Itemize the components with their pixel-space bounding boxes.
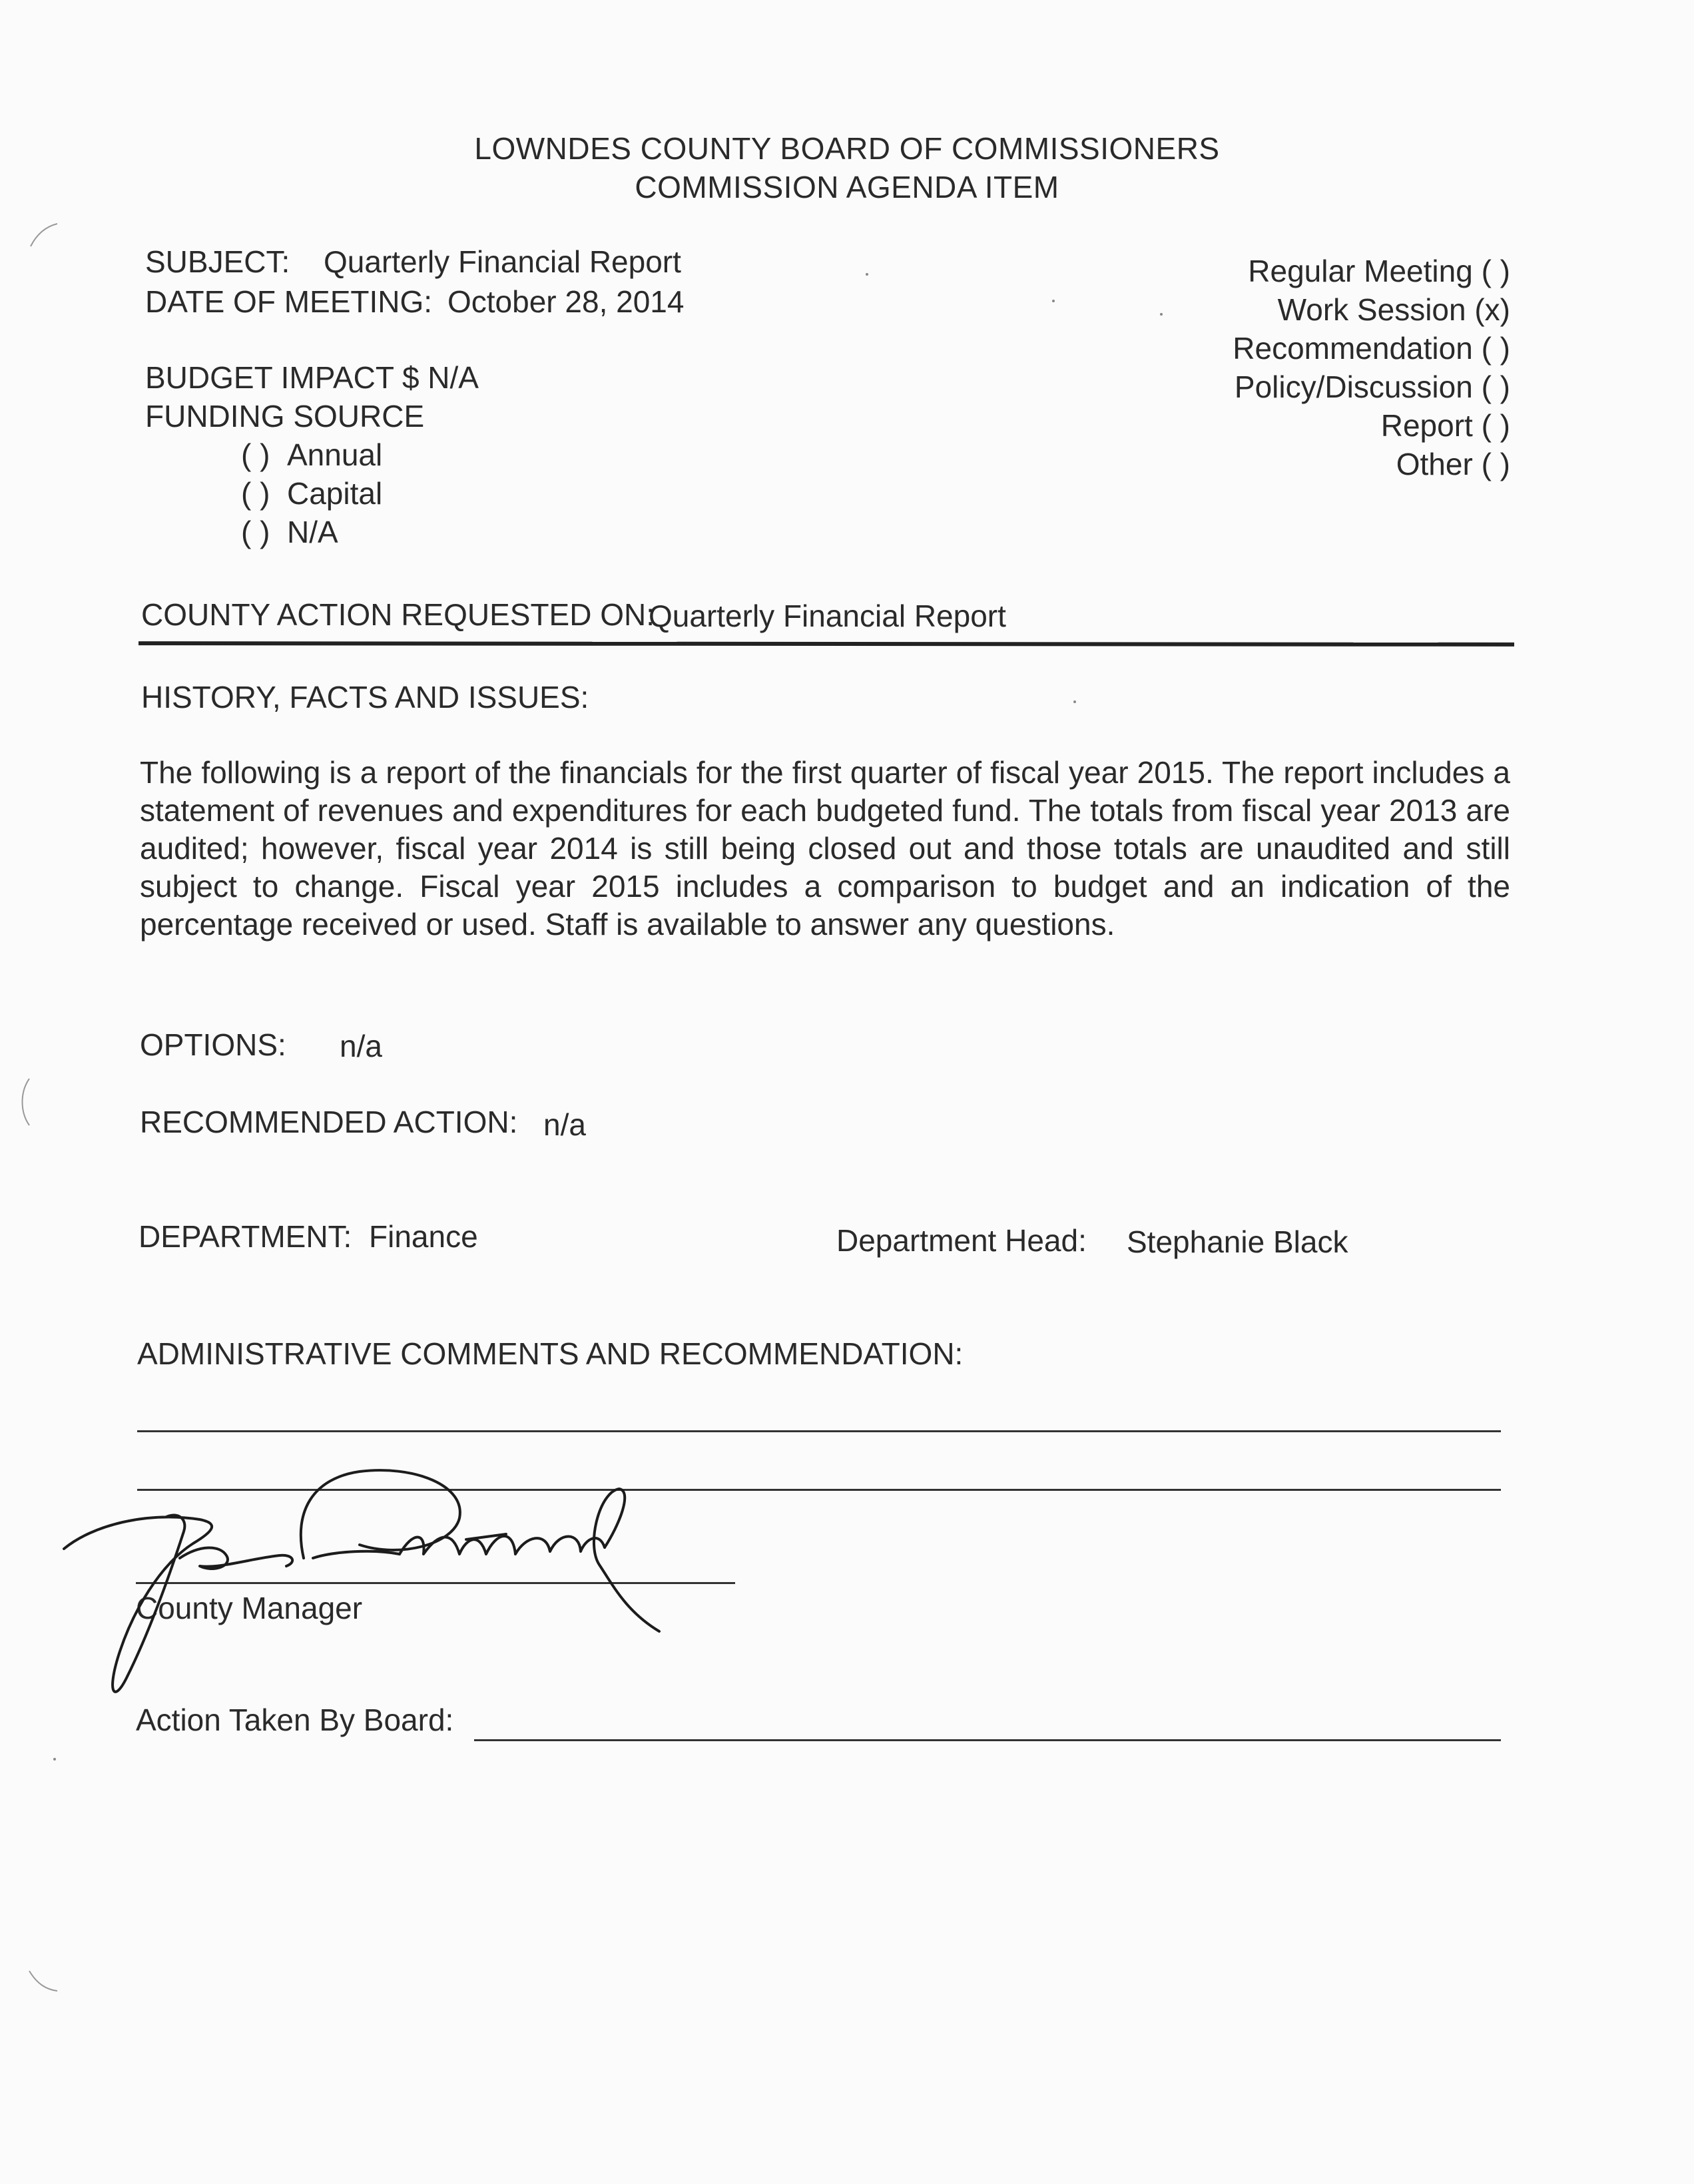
history-body: The following is a report of the financials for the first quarter of fiscal year 2015. The report includes a statement of revenues and expenditures for each budgeted fund. The totals from fiscal year 2013 are audited; however, fiscal year 2014 is still being closed out and those totals are unaudited and still subject to change. Fiscal year 2015 includes a comparison to budget and an indication of the percentage received or used. Staff is available to answer any questions. [140, 755, 1510, 942]
signature-caption: County Manager [136, 1591, 363, 1625]
document-subtitle: COMMISSION AGENDA ITEM [635, 170, 1059, 204]
checkbox-capital: ( ) [241, 476, 270, 511]
department-head-label: Department Head: [836, 1223, 1087, 1258]
department-head-value: Stephanie Black [1127, 1225, 1348, 1259]
meeting-type-policy: Policy/Discussion ( ) [1234, 370, 1510, 404]
funding-option-label: N/A [286, 515, 338, 549]
meeting-type-report: Report ( ) [1380, 408, 1510, 443]
document-title: LOWNDES COUNTY BOARD OF COMMISSIONERS [474, 131, 1220, 166]
subject-label: SUBJECT: [145, 244, 290, 279]
meeting-type-recommendation: Recommendation ( ) [1233, 331, 1510, 366]
recommended-action-label: RECOMMENDED ACTION: [140, 1105, 518, 1139]
scan-edge-marks [0, 0, 133, 2184]
history-heading: HISTORY, FACTS AND ISSUES: [141, 680, 589, 714]
meeting-date-label: DATE OF MEETING: [145, 284, 433, 319]
meeting-date-value: October 28, 2014 [447, 284, 685, 319]
scan-speck [1052, 300, 1055, 302]
scan-speck [1073, 700, 1076, 703]
options-label: OPTIONS: [140, 1027, 286, 1062]
subject-value: Quarterly Financial Report [324, 244, 681, 279]
action-taken-line [474, 1739, 1501, 1741]
department-label: DEPARTMENT: [139, 1219, 352, 1254]
meeting-type-other: Other ( ) [1396, 447, 1510, 481]
action-requested-label: COUNTY ACTION REQUESTED ON: [141, 597, 655, 632]
action-taken-label: Action Taken By Board: [136, 1703, 454, 1737]
checkbox-na: ( ) [241, 515, 270, 549]
department-value: Finance [369, 1219, 478, 1254]
checkbox-annual: ( ) [241, 437, 270, 472]
budget-impact: BUDGET IMPACT $ N/A [145, 360, 479, 395]
admin-comments-heading: ADMINISTRATIVE COMMENTS AND RECOMMENDATION: [137, 1336, 964, 1371]
options-value: n/a [340, 1029, 382, 1063]
scan-speck [1160, 313, 1163, 316]
recommended-action-value: n/a [543, 1107, 586, 1142]
action-requested-value: Quarterly Financial Report [649, 599, 1006, 633]
funding-option-label: Capital [286, 476, 383, 511]
meeting-type-work-session: Work Session (x) [1277, 292, 1510, 327]
funding-option-label: Annual [286, 437, 383, 472]
meeting-type-regular: Regular Meeting ( ) [1248, 254, 1510, 288]
scan-speck [866, 273, 868, 276]
funding-source-label: FUNDING SOURCE [145, 399, 425, 433]
